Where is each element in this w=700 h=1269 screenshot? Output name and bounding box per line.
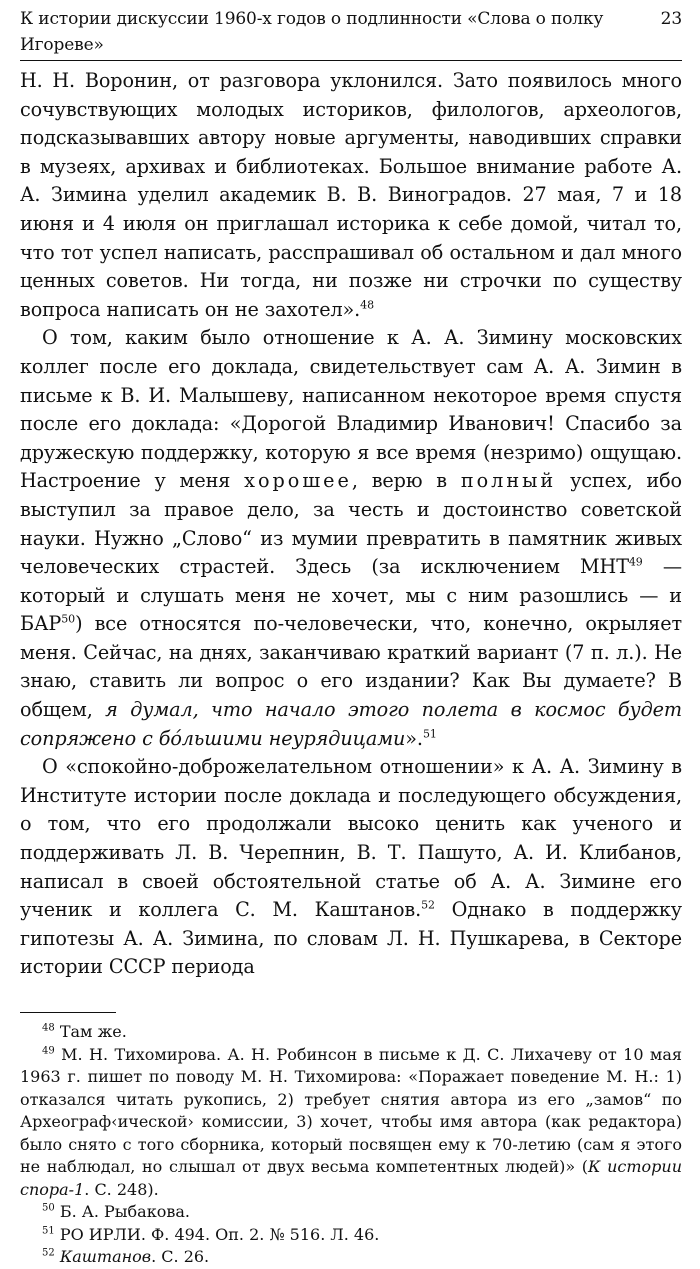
paragraph-1 (20, 67, 682, 324)
footnote-49-tail: . С. 248). (84, 1179, 159, 1199)
footnote-49-text: М. Н. Тихомирова. А. Н. Робинсон в письме к Д. С. Лихачеву от 10 мая 1963 г. пишет по поводу М. Н. Тихомирова: «Поражает поведение М. Н.: 1) отказался читать рукопись, 2) требует снятия автора из его „замов“ по Археограф‹ической› комиссии, 3) хочет, чтобы имя автора (как редактора) было снято с того сборника, который посвящен ему к 70-летию (сам я этого не наблюдал, но слышал от двух весьма компетентных людей)» ( (20, 1044, 682, 1176)
footnote-number-48: 48 (42, 1022, 55, 1034)
footnote-ref-51: 51 (422, 727, 437, 741)
footnotes (20, 1021, 682, 1269)
paragraph-2-text-b: , верю в (351, 469, 461, 493)
footnote-ref-48: 48 (360, 298, 374, 312)
footnote-52 (20, 1246, 682, 1269)
paragraph-2 (20, 324, 682, 753)
main-text (20, 67, 682, 982)
paragraph-1-text: Н. Н. Воронин, от разговора уклонился. Зато появилось много сочувствующих молодых историков, филологов, археологов, подсказывавших автору новые аргументы, наводивших справки в музеях, архивах и библиотеках. Большое внимание работе А. А. Зимина уделил академик В. В. Виноградов. 27 мая, 7 и 18 июня и 4 июля он приглашал историка к себе домой, читал то, что тот успел написать, расспрашивал об остальном и дал много ценных советов. Ни тогда, ни позже ни строчки по существу вопроса написать он не захотел». (20, 69, 682, 321)
footnote-number-50: 50 (42, 1202, 55, 1214)
footnote-ref-52: 52 (421, 898, 435, 912)
paragraph-2-text-f: ». (405, 726, 423, 750)
footnote-52-italic: Каштанов (59, 1247, 152, 1266)
footnote-51-text: РО ИРЛИ. Ф. 494. Оп. 2. № 516. Л. 46. (54, 1224, 380, 1244)
paragraph-3 (20, 753, 682, 982)
spaced-word-good: хорошее (244, 469, 352, 493)
running-title: К истории дискуссии 1960-х годов о подлинности «Слова о полку Игореве» (20, 9, 604, 55)
footnote-49-italic: К истории спора-1 (20, 1157, 683, 1199)
footnote-50 (20, 1201, 682, 1224)
footnote-number-49: 49 (42, 1045, 55, 1057)
footnote-ref-49: 49 (628, 555, 643, 569)
paragraph-2-text-d: — который и слушать меня не хочет, мы с ним разошлись — и БАР (20, 555, 682, 636)
page-number: 23 (660, 9, 682, 29)
paragraph-2-text-e: ) все относятся по-человечески, что, конечно, окрыляет меня. Сейчас, на днях, заканчиваю краткий вариант (7 п. л.). Не знаю, ставить ли вопрос о его издании? Как Вы думаете? В общем, (20, 612, 682, 722)
paragraph-2-text-a: О том, каким было отношение к А. А. Зимину московских коллег после его доклада, свидетельствует сам А. А. Зимин в письме к В. И. Малышеву, написанном некоторое время спустя после его доклада: «Дорогой Владимир Иванович! Спасибо за дружескую поддержку, которую я все время (незримо) ощущаю. Настроение у меня (20, 326, 682, 493)
footnote-48 (20, 1021, 682, 1044)
paragraph-2-italic: я думал, что начало этого полета в космос будет сопряжено с бóльшими неурядицами (20, 698, 682, 750)
footnote-51 (20, 1224, 682, 1247)
paragraph-3-text-b: Однако в поддержку гипотезы А. А. Зимина, по словам Л. Н. Пушкарева, в Секторе истории СССР периода (20, 898, 682, 979)
spaced-word-full: полный (460, 469, 557, 493)
paragraph-2-text-c: успех, ибо выступил за правое дело, за честь и достоинство советской науки. Нужно „Слово“ из мумии превратить в памятник живых человеческих страстей. Здесь (за исключением МНТ (20, 469, 682, 579)
running-head (20, 6, 682, 61)
footnote-divider (20, 1012, 116, 1013)
footnote-ref-50: 50 (61, 612, 76, 626)
footnote-48-text: Там же. (54, 1022, 127, 1041)
footnote-52-tail: . С. 26. (151, 1247, 210, 1266)
footnote-49 (20, 1044, 682, 1202)
book-page (20, 6, 682, 1269)
footnote-number-52: 52 (42, 1247, 55, 1259)
footnote-number-51: 51 (42, 1225, 55, 1237)
footnote-50-text: Б. А. Рыбакова. (54, 1202, 190, 1221)
paragraph-3-text-a: О «спокойно-доброжелательном отношении» к А. А. Зимину в Институте истории после доклада и последующего обсуждения, о том, что его продолжали высоко ценить как ученого и поддерживать Л. В. Черепнин, В. Т. Пашуто, А. И. Клибанов, написал в своей обстоятельной статье об А. А. Зимине его ученик и коллега С. М. Каштанов. (20, 755, 682, 922)
